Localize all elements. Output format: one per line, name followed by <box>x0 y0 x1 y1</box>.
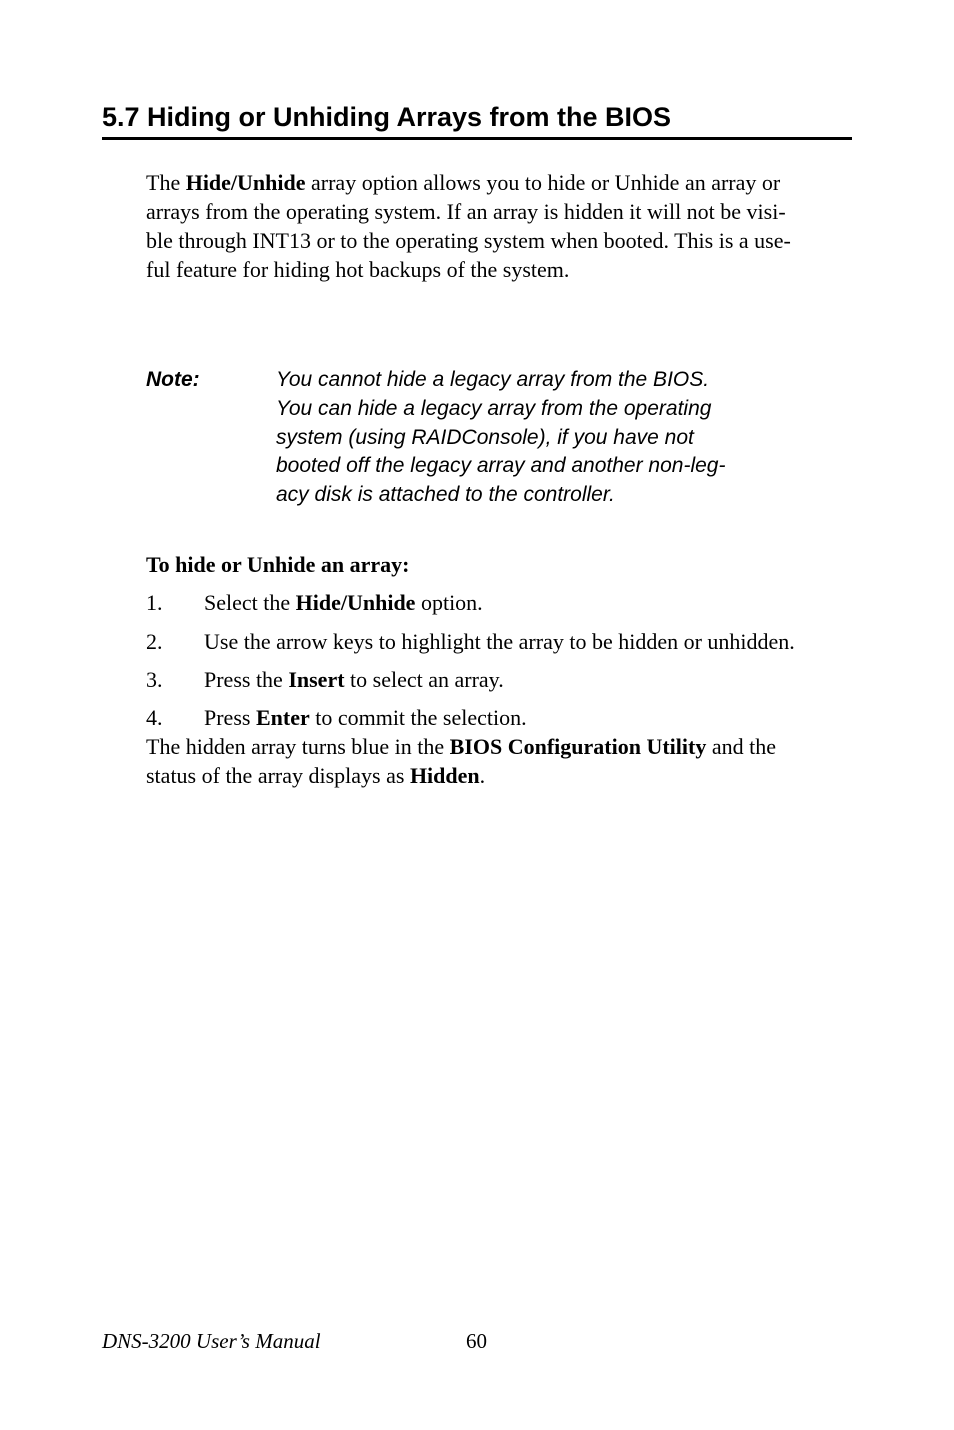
intro-line-2: arrays from the operating system. If an array is hidden it will not be visi- <box>146 199 786 224</box>
step-text-post: option. <box>415 590 483 615</box>
step-number: 3. <box>146 667 163 692</box>
closing-text-3: status of the array displays as <box>146 763 410 788</box>
step-number: 4. <box>146 705 163 730</box>
step-text-bold: Hide/Unhide <box>295 590 416 615</box>
step-number: 1. <box>146 590 163 615</box>
heading-rule <box>102 137 852 140</box>
footer-manual-title: DNS-3200 User’s Manual <box>102 1329 321 1353</box>
step-text-pre: Select the <box>204 590 296 615</box>
step-text-pre: Press the <box>204 667 289 692</box>
intro-paragraph <box>146 168 852 284</box>
intro-line-3: ble through INT13 or to the operating system when booted. This is a use- <box>146 228 791 253</box>
intro-text-2: array option allows you to hide or Unhide an array or <box>305 170 781 195</box>
step-text-post: to commit the selection. <box>309 705 527 730</box>
step-text-post: to select an array. <box>344 667 504 692</box>
closing-bold-hidden: Hidden <box>409 763 480 788</box>
note-text <box>276 366 796 510</box>
step-text <box>204 588 483 617</box>
step-text <box>204 703 527 732</box>
step-text: Use the arrow keys to highlight the array to be hidden or unhidden. <box>204 629 795 654</box>
note-label: Note: <box>146 368 200 391</box>
note-line-1: You cannot hide a legacy array from the BIOS. <box>276 368 710 391</box>
closing-paragraph <box>146 732 852 790</box>
intro-bold-hide-unhide: Hide/Unhide <box>185 170 306 195</box>
closing-text-2: and the <box>706 734 776 759</box>
step-text-pre: Press <box>204 705 256 730</box>
closing-text-1: The hidden array turns blue in the <box>146 734 450 759</box>
intro-text-1: The <box>146 170 186 195</box>
note-line-2: You can hide a legacy array from the operating <box>276 396 712 420</box>
section-heading: 5.7 Hiding or Unhiding Arrays from the BIOS <box>102 102 672 132</box>
closing-text-4: . <box>479 763 486 788</box>
step-number: 2. <box>146 629 163 654</box>
note-line-3: system (using RAIDConsole), if you have not <box>276 425 694 449</box>
intro-line-4: ful feature for hiding hot backups of the system. <box>146 257 570 282</box>
note-line-5: acy disk is attached to the controller. <box>276 483 615 507</box>
note-line-4: booted off the legacy array and another non-leg- <box>276 454 726 478</box>
step-text-bold: Insert <box>288 667 345 692</box>
step-text <box>204 665 504 694</box>
closing-bold-bios-utility: BIOS Configuration Utility <box>449 734 707 759</box>
footer-page-number: 60 <box>466 1329 487 1353</box>
step-text-bold: Enter <box>255 705 310 730</box>
steps-title: To hide or Unhide an array: <box>146 552 410 577</box>
